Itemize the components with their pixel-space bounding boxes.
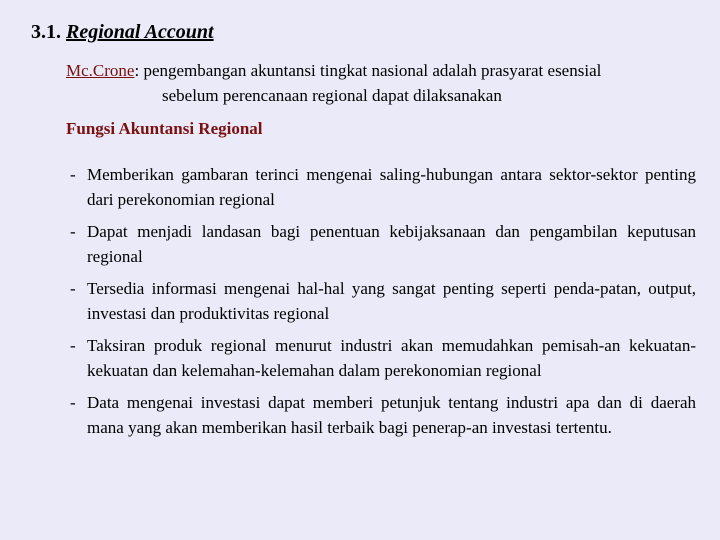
- bullet-item: [70, 391, 696, 440]
- intro-line-2: sebelum perencanaan regional dapat dilaksanakan: [162, 86, 502, 105]
- intro-author: Mc.Crone: [66, 61, 135, 80]
- bullet-marker: -: [70, 165, 76, 184]
- bullet-item: [70, 220, 696, 269]
- section-heading: Fungsi Akuntansi Regional: [66, 119, 263, 138]
- bullet-text: Data mengenai investasi dapat memberi petunjuk tentang industri apa dan di daerah mana yang akan memberikan hasil terbaik bagi penerap-an investasi tertentu.: [87, 393, 696, 437]
- title-number: 3.1.: [31, 21, 61, 43]
- bullet-item: [70, 334, 696, 383]
- bullet-item: [70, 277, 696, 326]
- slide-title: [31, 21, 214, 44]
- bullet-marker: -: [70, 222, 76, 241]
- bullet-text: Memberikan gambaran terinci mengenai saling-hubungan antara sektor-sektor penting dari perekonomian regional: [87, 165, 696, 209]
- bullet-marker: -: [70, 336, 76, 355]
- bullet-marker: -: [70, 393, 76, 412]
- intro-paragraph: [66, 58, 706, 108]
- bullet-text: Dapat menjadi landasan bagi penentuan kebijaksanaan dan pengambilan keputusan regional: [87, 222, 696, 266]
- bullet-text: Tersedia informasi mengenai hal-hal yang sangat penting seperti penda-patan, output, investasi dan produktivitas regional: [87, 279, 696, 323]
- bullet-list: [70, 163, 696, 448]
- title-text: Regional Account: [66, 21, 214, 43]
- bullet-marker: -: [70, 279, 76, 298]
- intro-line-1: : pengembangan akuntansi tingkat nasional adalah prasyarat esensial: [134, 61, 602, 80]
- bullet-text: Taksiran produk regional menurut industri akan memudahkan pemisah-an kekuatan-kekuatan dan kelemahan-kelemahan dalam perekonomian regional: [87, 336, 696, 380]
- bullet-item: [70, 163, 696, 212]
